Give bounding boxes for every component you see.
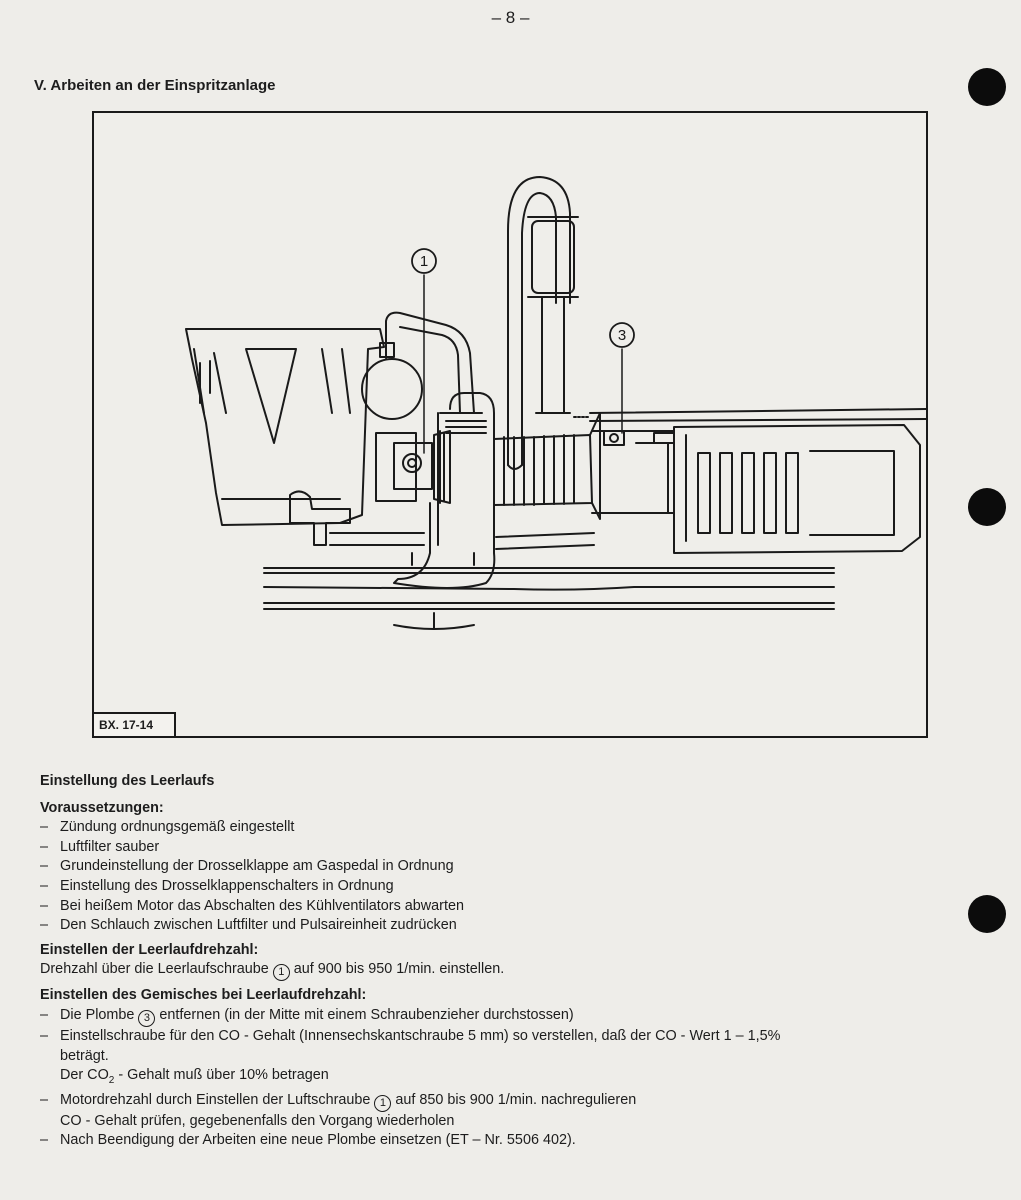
list-item: – Bei heißem Motor das Abschalten des Kühlventilators abwarten <box>40 897 464 914</box>
list-continuation: beträgt. <box>60 1047 109 1064</box>
mixture-title: Einstellen des Gemisches bei Leerlaufdrehzahl: <box>40 987 367 1004</box>
list-item: – Zündung ordnungsgemäß eingestellt <box>40 819 295 836</box>
ref-circle: 1 <box>273 964 290 981</box>
lower-tube <box>330 533 424 545</box>
list-item: – Motordrehzahl durch Einstellen der Luftschraube 1 auf 850 bis 900 1/min. nachregulieren <box>40 1091 1015 1112</box>
punch-hole <box>968 488 1006 526</box>
list-item: – Grundeinstellung der Drosselklappe am Gaspedal in Ordnung <box>40 858 454 875</box>
base-rails <box>264 568 834 629</box>
prerequisites-title: Voraussetzungen: <box>40 799 164 816</box>
list-item: – Die Plombe 3 entfernen (in der Mitte mit einem Schraubenzieher durchstossen) <box>40 1006 1015 1027</box>
idle-speed-title: Einstellen der Leerlaufdrehzahl: <box>40 941 259 958</box>
ref-circle: 3 <box>138 1010 155 1027</box>
engine-diagram-figure <box>92 111 928 738</box>
air-filter-housing <box>186 329 384 525</box>
filter-canister <box>362 359 422 419</box>
list-item: – Luftfilter sauber <box>40 838 160 855</box>
instructions <box>40 772 1015 1151</box>
resonator <box>532 221 574 293</box>
engine-diagram <box>94 113 926 736</box>
section-title: V. Arbeiten an der Einspritzanlage <box>34 77 276 94</box>
heading-idle-setting: Einstellung des Leerlaufs <box>40 773 215 789</box>
figure-code: BX. 17-14 <box>94 712 176 736</box>
callout-1-label: 1 <box>419 253 429 270</box>
punch-hole <box>968 68 1006 106</box>
list-continuation: CO - Gehalt prüfen, gegebenenfalls den Vorgang wiederholen <box>60 1112 455 1129</box>
central-duct <box>450 393 494 543</box>
upper-pipe <box>386 313 474 413</box>
callout-3-label: 3 <box>617 327 627 344</box>
list-item: – Einstellschraube für den CO - Gehalt (Innensechskantschraube 5 mm) so verstellen, daß der CO - Wert 1 – 1,5% <box>40 1027 781 1044</box>
list-item: – Den Schlauch zwischen Luftfilter und Pulsaireinheit zudrücken <box>40 917 457 934</box>
list-item: – Nach Beendigung der Arbeiten eine neue Plombe einsetzen (ET – Nr. 5506 402). <box>40 1132 576 1149</box>
idle-speed-text: Drehzahl über die Leerlaufschraube 1 auf 900 bis 950 1/min. einstellen. <box>40 960 1015 981</box>
co2-line: Der $CO_2$ - Gehalt muß über 10% betragen <box>60 1067 329 1086</box>
list-item: – Einstellung des Drosselklappenschalters in Ordnung <box>40 877 394 894</box>
ref-circle: 1 <box>374 1095 391 1112</box>
page-number: – 8 – <box>491 8 530 27</box>
intake-chamber <box>590 409 926 553</box>
